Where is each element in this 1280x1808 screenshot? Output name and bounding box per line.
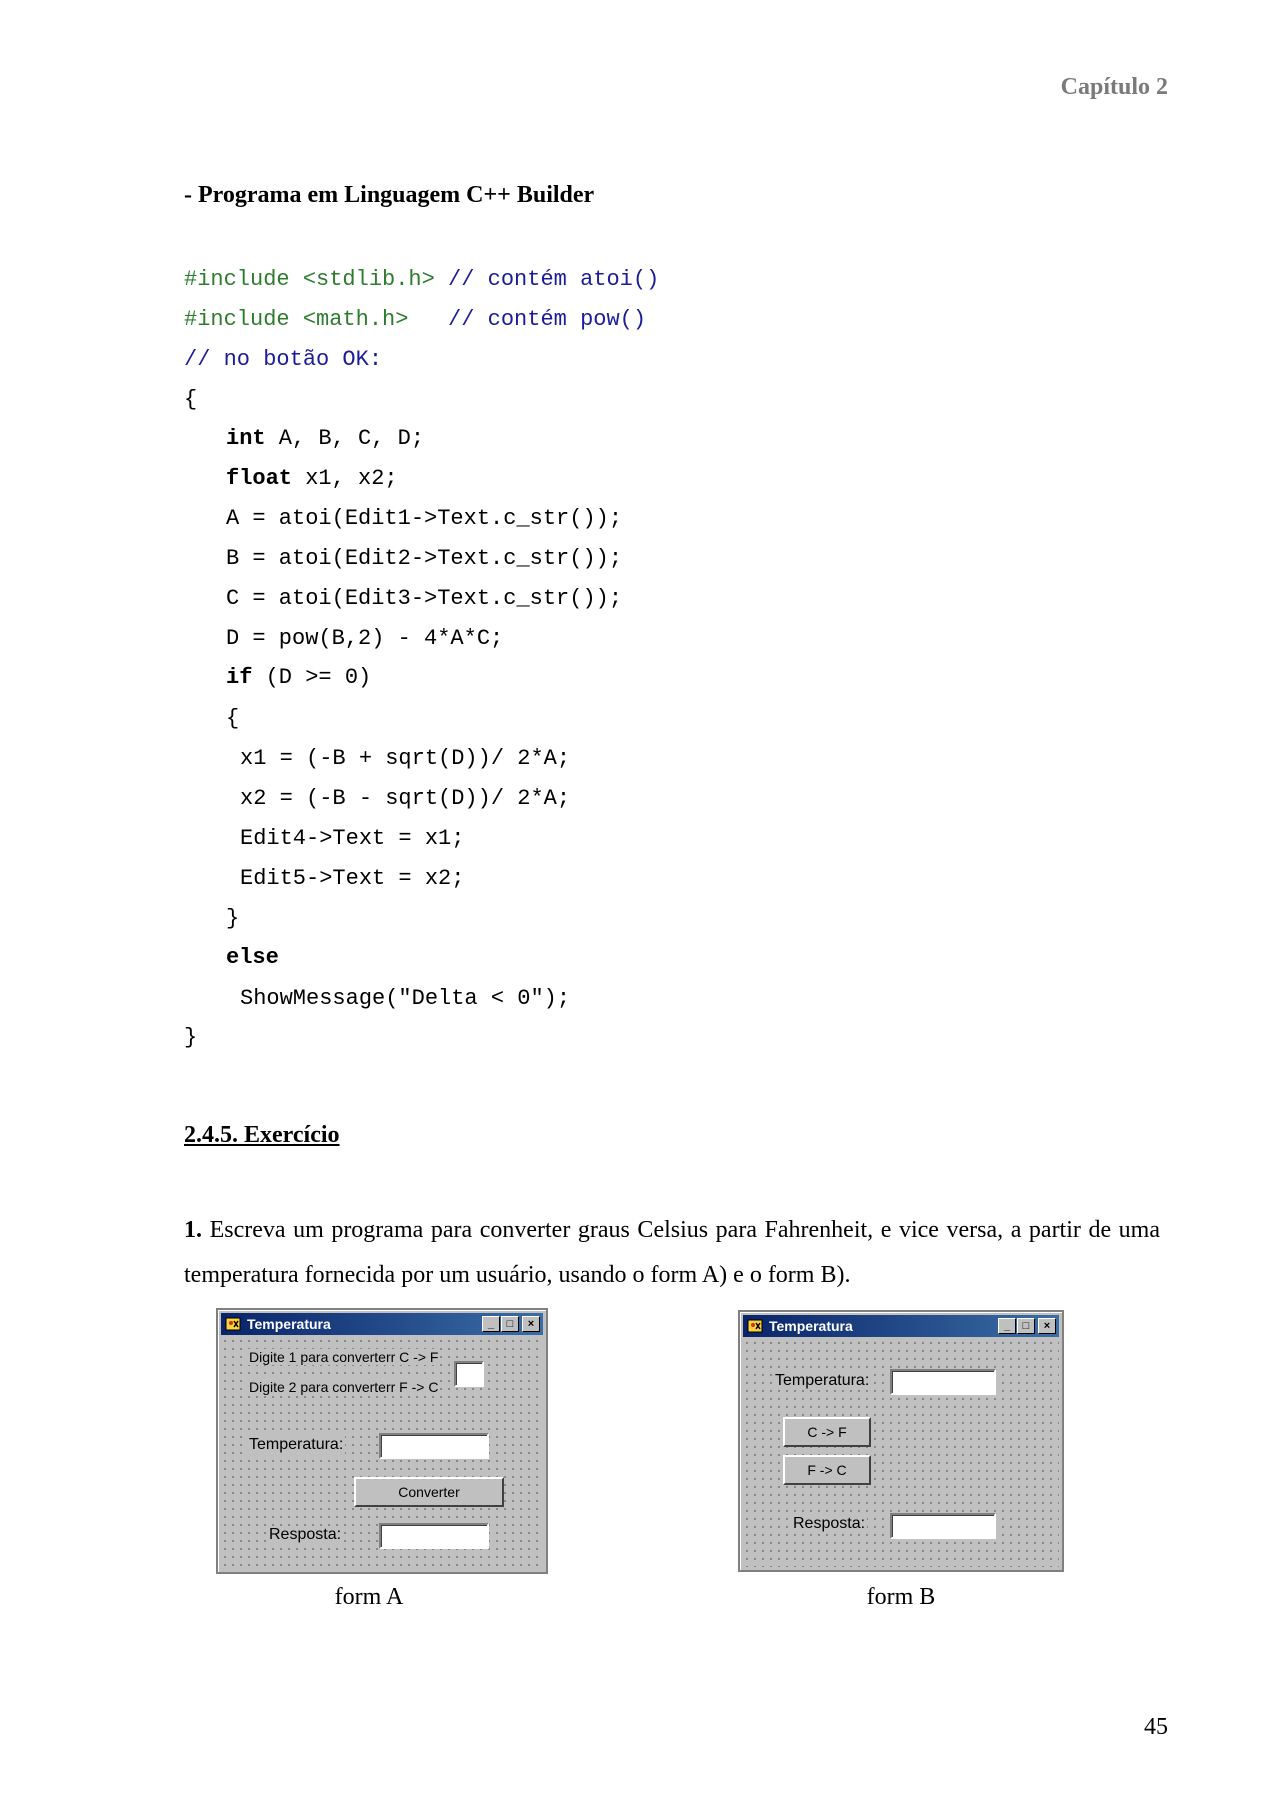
form-b-resp-output[interactable] xyxy=(890,1513,996,1539)
form-b-title: Temperatura xyxy=(769,1318,853,1334)
code-line-14: x2 = (-B - sqrt(D))/ 2*A; xyxy=(240,786,571,811)
code-line-16: Edit5->Text = x2; xyxy=(240,866,465,891)
code-text: (D >= 0) xyxy=(252,665,372,690)
code-line-13: x1 = (-B + sqrt(D))/ 2*A; xyxy=(240,746,571,771)
code-preprocessor: #include <math.h> xyxy=(184,307,449,332)
code-text: A, B, C, D; xyxy=(265,426,425,451)
code-keyword: float xyxy=(226,466,293,491)
code-line-17: } xyxy=(226,906,240,931)
code-line-10: D = pow(B,2) - 4*A*C; xyxy=(226,626,504,651)
form-a-caption: form A xyxy=(334,1584,404,1610)
code-line-9: C = atoi(Edit3->Text.c_str()); xyxy=(226,586,623,611)
app-icon xyxy=(225,1316,241,1332)
app-icon xyxy=(747,1318,763,1334)
section-title: 2.4.5. Exercício xyxy=(184,1122,340,1148)
code-line-18: else xyxy=(226,945,279,970)
form-b-resp-label: Resposta: xyxy=(793,1515,866,1532)
form-a-temp-label: Temperatura: xyxy=(249,1436,344,1453)
form-a-resp-output[interactable] xyxy=(379,1523,489,1549)
form-a-temp-input[interactable] xyxy=(379,1433,489,1459)
form-a-title: Temperatura xyxy=(247,1316,331,1332)
form-a-label-option1: Digite 1 para converterr C -> F xyxy=(249,1349,439,1365)
code-line-2 xyxy=(184,307,646,333)
close-icon[interactable]: × xyxy=(522,1316,540,1332)
code-preprocessor: #include <stdlib.h> xyxy=(184,267,449,292)
code-line-19: ShowMessage("Delta < 0"); xyxy=(240,986,571,1011)
exercise-paragraph xyxy=(184,1208,1160,1298)
form-b-titlebar xyxy=(743,1315,1059,1337)
form-a-titlebar xyxy=(221,1313,543,1335)
code-keyword: int xyxy=(226,426,266,451)
form-a-option-input[interactable] xyxy=(454,1361,484,1387)
minimize-icon[interactable]: _ xyxy=(482,1316,500,1332)
form-a-label-option2: Digite 2 para converterr F -> C xyxy=(249,1379,439,1395)
code-line-3: // no botão OK: xyxy=(184,347,383,372)
code-line-8: B = atoi(Edit2->Text.c_str()); xyxy=(226,546,623,571)
form-b-window xyxy=(738,1310,1064,1572)
maximize-icon[interactable]: □ xyxy=(501,1316,519,1332)
convert-button[interactable]: Converter xyxy=(354,1477,504,1507)
minimize-icon[interactable]: _ xyxy=(998,1318,1016,1334)
code-line-7: A = atoi(Edit1->Text.c_str()); xyxy=(226,506,623,531)
code-line-5 xyxy=(226,426,424,452)
page-number: 45 xyxy=(1144,1714,1168,1740)
form-a-window xyxy=(216,1308,548,1574)
code-comment: // contém pow() xyxy=(448,307,647,332)
form-b-temp-label: Temperatura: xyxy=(775,1372,870,1389)
code-line-6 xyxy=(226,466,398,492)
exercise-text: Escreva um programa para converter graus Celsius para Fahrenheit, e vice versa, a partir de uma temperatura fornecida por um usuário, usando o form A) e o form B). xyxy=(184,1217,1160,1288)
code-line-20: } xyxy=(184,1025,198,1050)
code-text: x1, x2; xyxy=(292,466,398,491)
code-line-12: { xyxy=(226,706,240,731)
exercise-number: 1. xyxy=(184,1217,202,1243)
f-to-c-button[interactable]: F -> C xyxy=(783,1455,871,1485)
chapter-header: Capítulo 2 xyxy=(1060,74,1168,100)
program-heading: - Programa em Linguagem C++ Builder xyxy=(184,182,595,208)
code-line-15: Edit4->Text = x1; xyxy=(240,826,465,851)
form-b-temp-input[interactable] xyxy=(890,1369,996,1395)
form-b-body xyxy=(743,1339,1059,1567)
form-a-resp-label: Resposta: xyxy=(269,1526,342,1543)
code-line-11 xyxy=(226,665,371,691)
code-line-4: { xyxy=(184,387,198,412)
maximize-icon[interactable]: □ xyxy=(1017,1318,1035,1334)
code-line-1 xyxy=(184,267,659,293)
code-keyword: if xyxy=(226,665,253,690)
close-icon[interactable]: × xyxy=(1038,1318,1056,1334)
form-b-caption: form B xyxy=(866,1584,936,1610)
form-a-body xyxy=(221,1337,543,1569)
c-to-f-button[interactable]: C -> F xyxy=(783,1417,871,1447)
code-comment: // contém atoi() xyxy=(448,267,660,292)
